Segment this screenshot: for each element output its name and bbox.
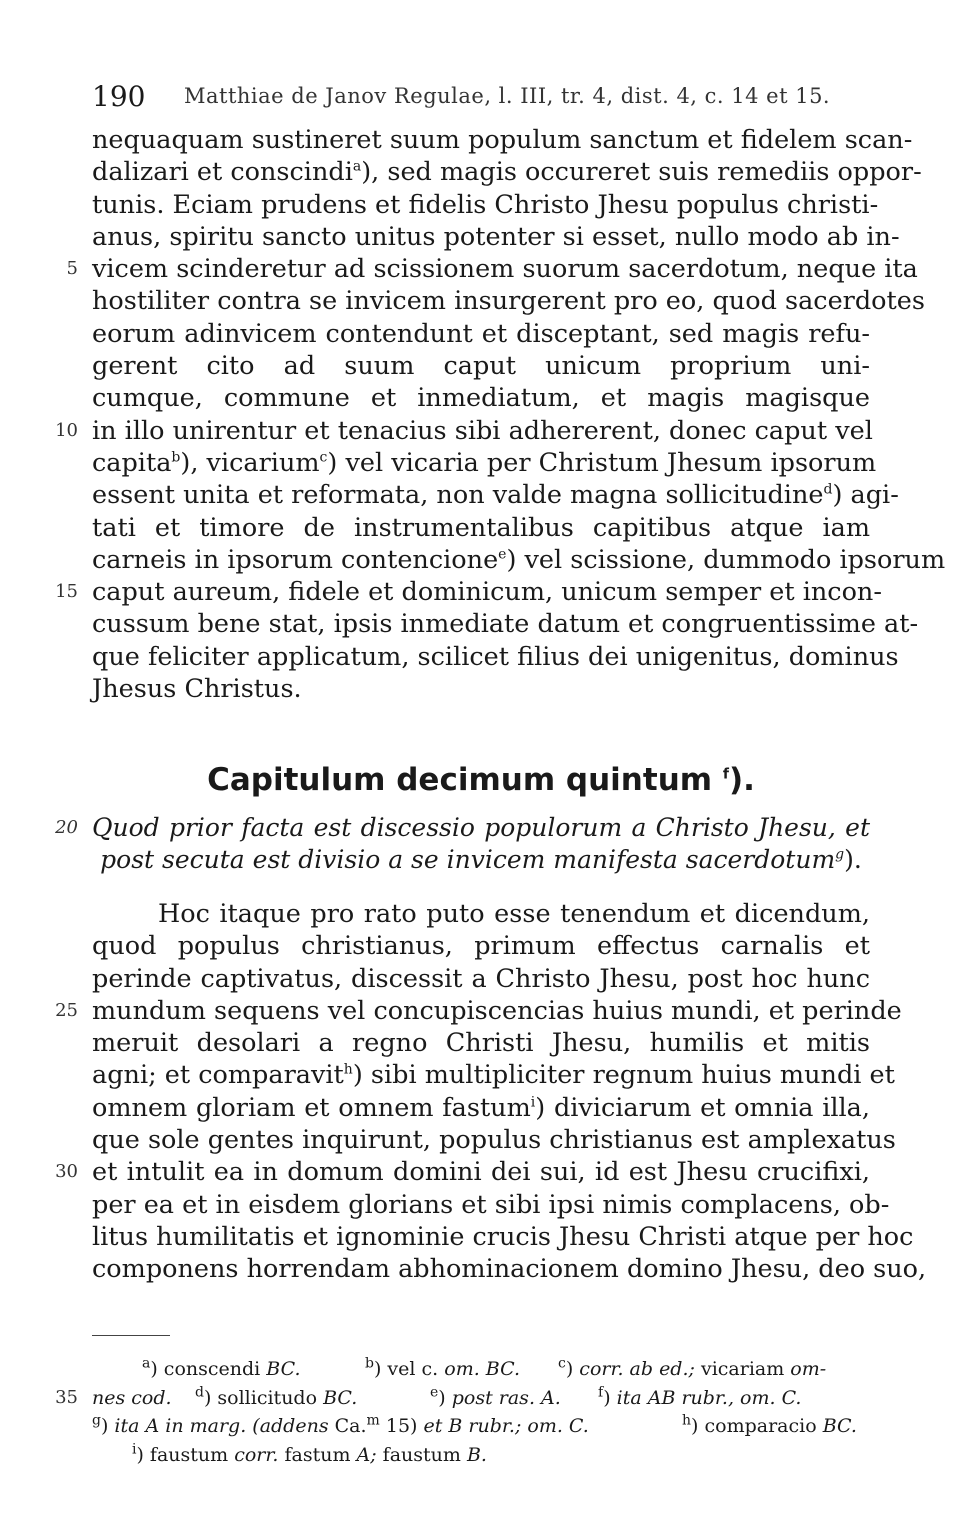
line-number: 25 <box>55 999 78 1021</box>
text-line: capita$^b$), vicarium$^c$) vel vicaria per Christum Jhesum ipsorum <box>92 447 877 478</box>
text-line: perinde captivatus, discessit a Christo Jhesu, post hoc hunc <box>92 963 870 994</box>
text-line: per ea et in eisdem glorians et sibi ipsi nimis complacens, ob- <box>92 1189 890 1220</box>
text-line: 25 mundum sequens vel concupiscencias huius mundi, et perinde <box>92 995 870 1027</box>
body-text-2 <box>55 898 927 1286</box>
text-line: essent unita et reformata, non valde magna sollicitudine$^d$) agi- <box>92 480 899 511</box>
line-number: 30 <box>55 1161 78 1183</box>
text-line: 30 et intulit ea in domum domini dei sui, id est Jhesu crucifixi, <box>92 1156 870 1188</box>
text-line: 10 in illo unirentur et tenacius sibi adhererent, donec caput vel <box>92 415 870 447</box>
text-line: tati et timore de instrumentalibus capitibus atque iam <box>92 512 870 543</box>
text-line: Hoc itaque pro rato puto esse tenendum et dicendum, <box>158 899 870 929</box>
text-line: Jhesus Christus. <box>92 674 302 705</box>
chapter-heading: Capitulum decimum quintum $^f$). <box>207 762 755 798</box>
text-line: omnem gloriam et omnem fastum$^i$) diviciarum et omnia illa, <box>92 1092 870 1123</box>
text-line: cussum bene stat, ipsis inmediate datum et congruentissime at- <box>92 609 919 640</box>
footnote-line: $^i$) faustum corr. fastum A; faustum B. <box>132 1441 487 1466</box>
text-line: 5 vicem scinderetur ad scissionem suorum sacerdotum, neque ita <box>92 253 870 285</box>
text-line: tunis. Eciam prudens et fidelis Christo Jhesu populus christi- <box>92 189 879 220</box>
page-number: 190 <box>92 80 146 113</box>
page-header <box>92 80 872 114</box>
text-line: gerent cito ad suum caput unicum proprium uni- <box>92 351 870 382</box>
text-line: que sole gentes inquirunt, populus christianus est amplexatus <box>92 1125 896 1156</box>
text-line: 15 caput aureum, fidele et dominicum, unicum semper et incon- <box>92 576 870 608</box>
footnotes <box>55 1355 870 1469</box>
text-line: meruit desolari a regno Christi Jhesu, humilis et mitis <box>92 1028 870 1059</box>
text-line: litus humilitatis et ignominie crucis Jhesu Christi atque per hoc <box>92 1221 914 1252</box>
text-line: quod populus christianus, primum effectus carnalis et <box>92 931 870 962</box>
text-line: dalizari et conscindi$^a$), sed magis occureret suis remediis oppor- <box>92 157 922 188</box>
line-number: 15 <box>55 581 78 603</box>
body-text-1 <box>55 124 946 705</box>
chapter-rubric: 20 Quod prior facta est discessio populorum a Christo Jhesu, et post secuta est divisio a se invicem manifesta sacerdotum$^g$). <box>92 812 870 876</box>
footnote-rule <box>92 1335 170 1336</box>
text-line: carneis in ipsorum contencione$^e$) vel scissione, dummodo ipsorum <box>92 544 946 575</box>
text-line: agni; et comparavit$^h$) sibi multipliciter regnum huius mundi et <box>92 1060 895 1091</box>
text-line: cumque, commune et inmediatum, et magis magisque <box>92 383 870 414</box>
footnote-line: 35 nes cod. $^d$) sollicitudo BC. $^e$) post ras. A. $^f$) ita AB rubr., om. C. <box>92 1384 870 1413</box>
line-number: 10 <box>55 419 78 441</box>
text-line: que feliciter applicatum, scilicet filius dei unigenitus, dominus <box>92 641 899 672</box>
text-line: anus, spiritu sancto unitus potenter si esset, nullo modo ab in- <box>92 221 900 252</box>
footnote-line: $^a$) conscendi BC. $^b$) vel c. om. BC. $^c$) corr. ab ed.; vicariam om- <box>142 1355 827 1380</box>
running-title: Matthiae de Janov Regulae, l. III, tr. 4, dist. 4, c. 14 et 15. <box>184 84 831 108</box>
text-line: componens horrendam abhominacionem domino Jhesu, deo suo, <box>92 1254 927 1285</box>
line-number: 35 <box>55 1386 78 1408</box>
footnote-line: $^g$) ita A in marg. (addens Ca.$^m$ 15) et B rubr.; om. C. $^h$) comparacio BC. <box>92 1412 857 1437</box>
line-number: 20 <box>55 817 78 838</box>
text-line: nequaquam sustineret suum populum sanctum et fidelem scan- <box>92 125 913 155</box>
text-line: hostiliter contra se invicem insurgerent pro eo, quod sacerdotes <box>92 286 925 317</box>
text-line: eorum adinvicem contendunt et disceptant, sed magis refu- <box>92 318 870 349</box>
line-number: 5 <box>66 258 78 280</box>
